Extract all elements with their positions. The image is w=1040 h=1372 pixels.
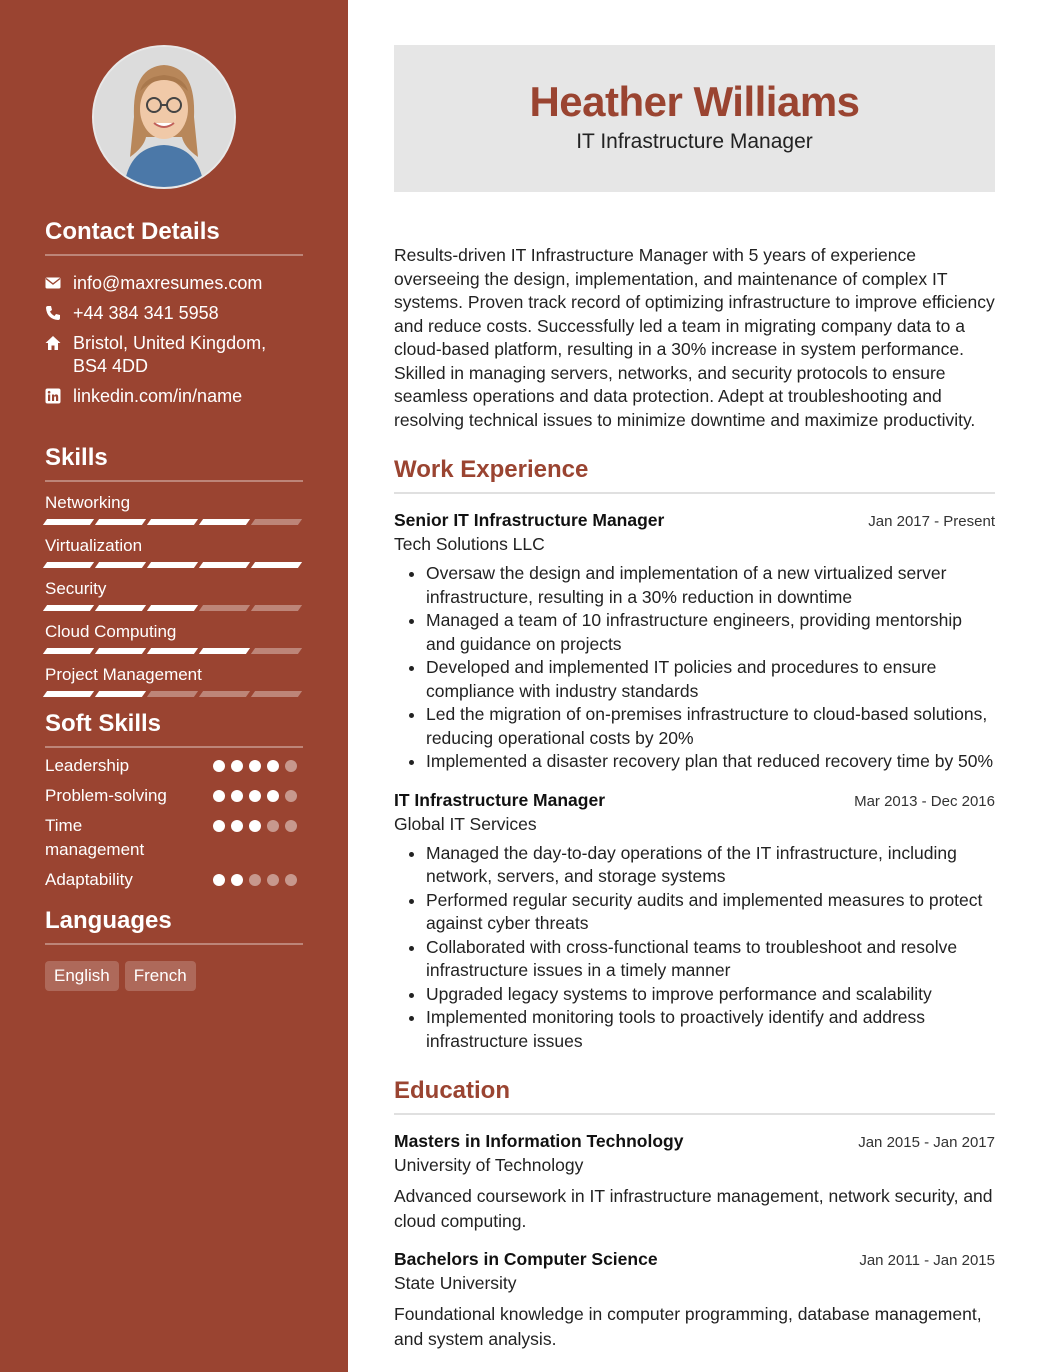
profile-photo — [92, 45, 236, 189]
skill-level-segment — [251, 691, 302, 697]
skills-heading: Skills — [45, 444, 303, 482]
education-entry-header — [394, 1249, 995, 1270]
skill-name: Networking — [45, 493, 131, 512]
skill-level-segment — [199, 562, 250, 568]
candidate-title: IT Infrastructure Manager — [576, 130, 813, 153]
contact-section — [45, 218, 303, 415]
education-school: State University — [394, 1273, 517, 1293]
rating-dot — [285, 790, 297, 802]
skill-level-segment — [251, 605, 302, 611]
rating-dot — [285, 760, 297, 772]
linkedin-icon — [45, 388, 61, 404]
skill-level-segment — [95, 648, 146, 654]
skill-level-segment — [251, 519, 302, 525]
education-dates: Jan 2015 - Jan 2017 — [858, 1134, 995, 1151]
skill-level-segment — [147, 691, 198, 697]
contact-address — [45, 332, 303, 378]
rating-dot — [213, 760, 225, 772]
soft-skill-item — [45, 754, 303, 778]
skills-section — [45, 444, 303, 697]
skill-level-segment — [251, 562, 302, 568]
soft-skill-rating — [213, 868, 303, 886]
soft-skill-name: Problem-solving — [45, 786, 167, 805]
education-entry — [394, 1131, 995, 1233]
skill-level-segment — [95, 562, 146, 568]
education-description: Advanced coursework in IT infrastructure management, network security, and cloud computing. — [394, 1186, 993, 1231]
job-bullet: • Collaborated with cross-functional teams to troubleshoot and resolve infrastructure issues in a timely manner — [426, 936, 995, 983]
contact-list — [45, 272, 303, 408]
avatar-illustration — [94, 47, 234, 187]
job-company: Global IT Services — [394, 813, 537, 834]
skill-item — [45, 664, 303, 697]
rating-dot — [249, 760, 261, 772]
soft-skill-name: Adaptability — [45, 870, 133, 889]
rating-dot — [267, 874, 279, 886]
work-list — [394, 510, 995, 1053]
rating-dot — [213, 874, 225, 886]
languages-list — [45, 961, 303, 991]
rating-dot — [267, 760, 279, 772]
language-chip: French — [125, 961, 196, 991]
rating-dot — [231, 760, 243, 772]
education-degree: Masters in Information Technology — [394, 1131, 684, 1151]
job-bullet: • Implemented a disaster recovery plan that reduced recovery time by 50% — [426, 750, 995, 774]
soft-skill-item — [45, 814, 303, 862]
soft-skill-rating — [213, 754, 303, 772]
skill-level-segment — [43, 691, 94, 697]
work-experience-heading: Work Experience — [394, 456, 995, 494]
skill-level-segment — [199, 519, 250, 525]
work-experience-section — [394, 456, 995, 1053]
soft-skill-rating — [213, 784, 303, 802]
skill-name: Virtualization — [45, 536, 143, 555]
contact-address-text: Bristol, United Kingdom, BS4 4DD — [73, 333, 267, 376]
rating-dot — [231, 874, 243, 886]
education-school: University of Technology — [394, 1155, 584, 1175]
skill-level-segment — [147, 562, 198, 568]
education-heading: Education — [394, 1077, 995, 1115]
skill-level-bar — [45, 691, 303, 697]
work-entry-header — [394, 510, 995, 531]
rating-dot — [267, 790, 279, 802]
skill-item — [45, 492, 303, 525]
work-entry — [394, 510, 995, 774]
soft-skill-name: Leadership — [45, 756, 130, 775]
education-entry — [394, 1249, 995, 1351]
skill-name: Project Management — [45, 665, 202, 684]
education-entry-header — [394, 1131, 995, 1152]
contact-phone[interactable] — [45, 302, 303, 325]
work-entry — [394, 790, 995, 1054]
job-bullet: • Managed a team of 10 infrastructure engineers, providing mentorship and guidance on projects — [426, 609, 995, 656]
resume-header — [394, 45, 995, 192]
skill-level-bar — [45, 648, 303, 654]
education-dates: Jan 2011 - Jan 2015 — [859, 1252, 995, 1269]
job-company: Tech Solutions LLC — [394, 534, 545, 554]
skill-level-segment — [147, 519, 198, 525]
soft-skills-heading: Soft Skills — [45, 710, 303, 748]
job-bullet: • Led the migration of on-premises infrastructure to cloud-based solutions, reducing operational costs by 20% — [426, 703, 995, 750]
rating-dot — [231, 820, 243, 832]
email-icon — [45, 275, 61, 291]
rating-dot — [249, 790, 261, 802]
skill-level-segment — [95, 519, 146, 525]
job-role: IT Infrastructure Manager — [394, 789, 606, 810]
skill-level-segment — [199, 648, 250, 654]
work-entry-header — [394, 790, 995, 811]
skill-level-segment — [147, 605, 198, 611]
skill-level-bar — [45, 605, 303, 611]
rating-dot — [285, 820, 297, 832]
job-bullet: • Implemented monitoring tools to proactively identify and address infrastructure issues — [426, 1006, 995, 1053]
skill-name: Cloud Computing — [45, 622, 177, 641]
skills-list — [45, 492, 303, 697]
contact-phone-text: +44 384 341 5958 — [73, 303, 219, 323]
soft-skills-list — [45, 754, 303, 892]
education-section — [394, 1077, 995, 1351]
soft-skill-item — [45, 784, 303, 808]
education-list — [394, 1131, 995, 1351]
rating-dot — [213, 820, 225, 832]
phone-icon — [45, 305, 61, 321]
skill-level-segment — [43, 519, 94, 525]
soft-skills-section — [45, 710, 303, 892]
skill-level-segment — [199, 691, 250, 697]
education-description: Foundational knowledge in computer programming, database management, and system analysis. — [394, 1304, 982, 1349]
languages-section — [45, 907, 303, 991]
rating-dot — [267, 820, 279, 832]
rating-dot — [249, 874, 261, 886]
contact-linkedin-text: linkedin.com/in/name — [73, 386, 243, 406]
contact-email[interactable] — [45, 272, 303, 295]
soft-skill-name: Time management — [45, 816, 145, 859]
job-bullet: • Performed regular security audits and implemented measures to protect against cyber threats — [426, 889, 995, 936]
professional-summary: Results-driven IT Infrastructure Manager with 5 years of experience overseeing the design, implementation, and maintenance of complex IT systems. Proven track record of optimizing infrastructure to improve efficiency and reduce costs. Successfully led a team in migrating company data to a cloud-based platform, resulting in a 30% increase in system performance. Skilled in managing servers, networks, and security protocols to ensure seamless operations and data protection. Adept at troubleshooting and resolving technical issues to minimize downtime and maximize productivity. — [394, 245, 995, 430]
sidebar — [0, 0, 348, 1372]
home-icon — [45, 335, 61, 351]
skill-item — [45, 535, 303, 568]
rating-dot — [285, 874, 297, 886]
job-bullets — [394, 842, 995, 1054]
soft-skill-item — [45, 868, 303, 892]
contact-linkedin[interactable] — [45, 385, 303, 408]
job-bullet: • Oversaw the design and implementation of a new virtualized server infrastructure, resulting in a 30% reduction in downtime — [426, 562, 995, 609]
skill-name: Security — [45, 579, 107, 598]
skill-item — [45, 621, 303, 654]
rating-dot — [231, 790, 243, 802]
rating-dot — [249, 820, 261, 832]
skill-level-segment — [95, 691, 146, 697]
skill-level-segment — [43, 605, 94, 611]
contact-email-text: info@maxresumes.com — [73, 273, 263, 293]
job-bullets — [394, 562, 995, 774]
soft-skill-rating — [213, 814, 303, 832]
job-bullet: • Managed the day-to-day operations of the IT infrastructure, including network, servers, and storage systems — [426, 842, 995, 889]
skill-item — [45, 578, 303, 611]
rating-dot — [213, 790, 225, 802]
skill-level-segment — [43, 562, 94, 568]
skill-level-segment — [43, 648, 94, 654]
education-degree: Bachelors in Computer Science — [394, 1249, 658, 1269]
skill-level-bar — [45, 519, 303, 525]
job-dates: Jan 2017 - Present — [868, 513, 995, 530]
job-dates: Mar 2013 - Dec 2016 — [854, 792, 995, 810]
contact-heading: Contact Details — [45, 218, 303, 256]
candidate-name: Heather Williams — [529, 78, 860, 125]
skill-level-segment — [95, 605, 146, 611]
skill-level-segment — [251, 648, 302, 654]
skill-level-segment — [147, 648, 198, 654]
job-bullet: • Upgraded legacy systems to improve performance and scalability — [426, 983, 995, 1007]
language-chip: English — [45, 961, 119, 991]
languages-heading: Languages — [45, 907, 303, 945]
job-role: Senior IT Infrastructure Manager — [394, 510, 665, 530]
skill-level-bar — [45, 562, 303, 568]
job-bullet: • Developed and implemented IT policies and procedures to ensure compliance with industry standards — [426, 656, 995, 703]
skill-level-segment — [199, 605, 250, 611]
